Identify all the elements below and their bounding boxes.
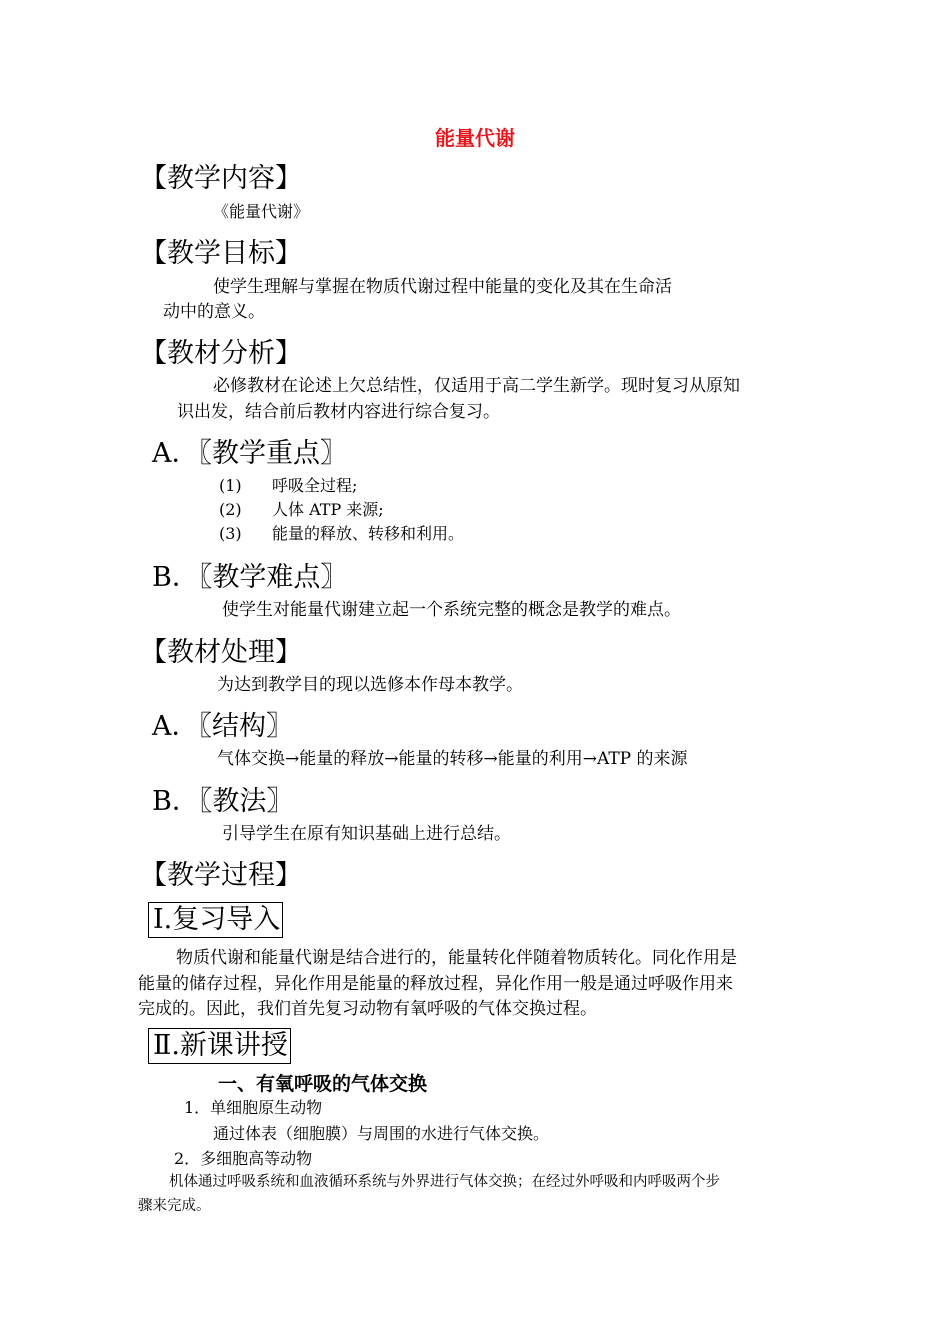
review-line1: 物质代谢和能量代谢是结合进行的，能量转化伴随着物质转化。同化作用是	[176, 948, 737, 968]
new-lesson-heading-box: Ⅱ.新课讲授	[148, 1028, 291, 1064]
item2-line2: 骤来完成。	[138, 1198, 211, 1214]
objective-line2: 动中的意义。	[163, 302, 265, 322]
page-title: 能量代谢	[435, 126, 515, 150]
difficulty-heading: B．〖教学难点〗	[152, 562, 348, 593]
item2-title: 2．多细胞高等动物	[174, 1149, 313, 1168]
keypoints-heading: A．〖教学重点〗	[152, 438, 347, 469]
content-text: 《能量代谢》	[213, 202, 310, 221]
review-line2: 能量的储存过程，异化作用是能量的释放过程，异化作用一般是通过呼吸作用来	[138, 974, 733, 994]
analysis-line1: 必修教材在论述上欠总结性，仅适用于高二学生新学。现时复习从原知	[213, 376, 740, 396]
item2-line1: 机体通过呼吸系统和血液循环系统与外界进行气体交换；在经过外呼吸和内呼吸两个步	[169, 1174, 720, 1190]
keypoint-text: 能量的释放、转移和利用。	[272, 524, 465, 543]
analysis-line2: 识出发，结合前后教材内容进行综合复习。	[177, 402, 500, 422]
section-heading-content: 【教学内容】	[140, 163, 302, 194]
structure-heading: A．〖结构〗	[152, 711, 293, 742]
section-heading-analysis: 【教材分析】	[140, 338, 302, 369]
section-heading-handling: 【教材处理】	[140, 637, 302, 668]
section-heading-process: 【教学过程】	[140, 860, 302, 891]
difficulty-text: 使学生对能量代谢建立起一个系统完整的概念是教学的难点。	[222, 600, 681, 620]
method-text: 引导学生在原有知识基础上进行总结。	[222, 824, 511, 844]
structure-text: 气体交换→能量的释放→能量的转移→能量的利用→ATP 的来源	[217, 749, 688, 769]
handling-text: 为达到教学目的现以选修本作母本教学。	[217, 675, 523, 695]
keypoint-text: 人体 ATP 来源;	[272, 500, 384, 519]
item1-text: 通过体表（细胞膜）与周围的水进行气体交换。	[213, 1124, 550, 1143]
keypoint-number: (2)	[219, 500, 242, 519]
keypoint-text: 呼吸全过程;	[272, 476, 358, 495]
review-line3: 完成的。因此，我们首先复习动物有氧呼吸的气体交换过程。	[138, 999, 597, 1019]
section-heading-objective: 【教学目标】	[140, 238, 302, 269]
method-heading: B．〖教法〗	[152, 786, 294, 817]
sub-heading: 一、有氧呼吸的气体交换	[218, 1073, 428, 1095]
review-heading-box: Ⅰ.复习导入	[148, 902, 283, 938]
objective-line1: 使学生理解与掌握在物质代谢过程中能量的变化及其在生命活	[213, 277, 672, 297]
keypoint-number: (1)	[219, 476, 242, 495]
item1-title: 1．单细胞原生动物	[184, 1098, 323, 1117]
keypoint-number: (3)	[219, 524, 242, 543]
